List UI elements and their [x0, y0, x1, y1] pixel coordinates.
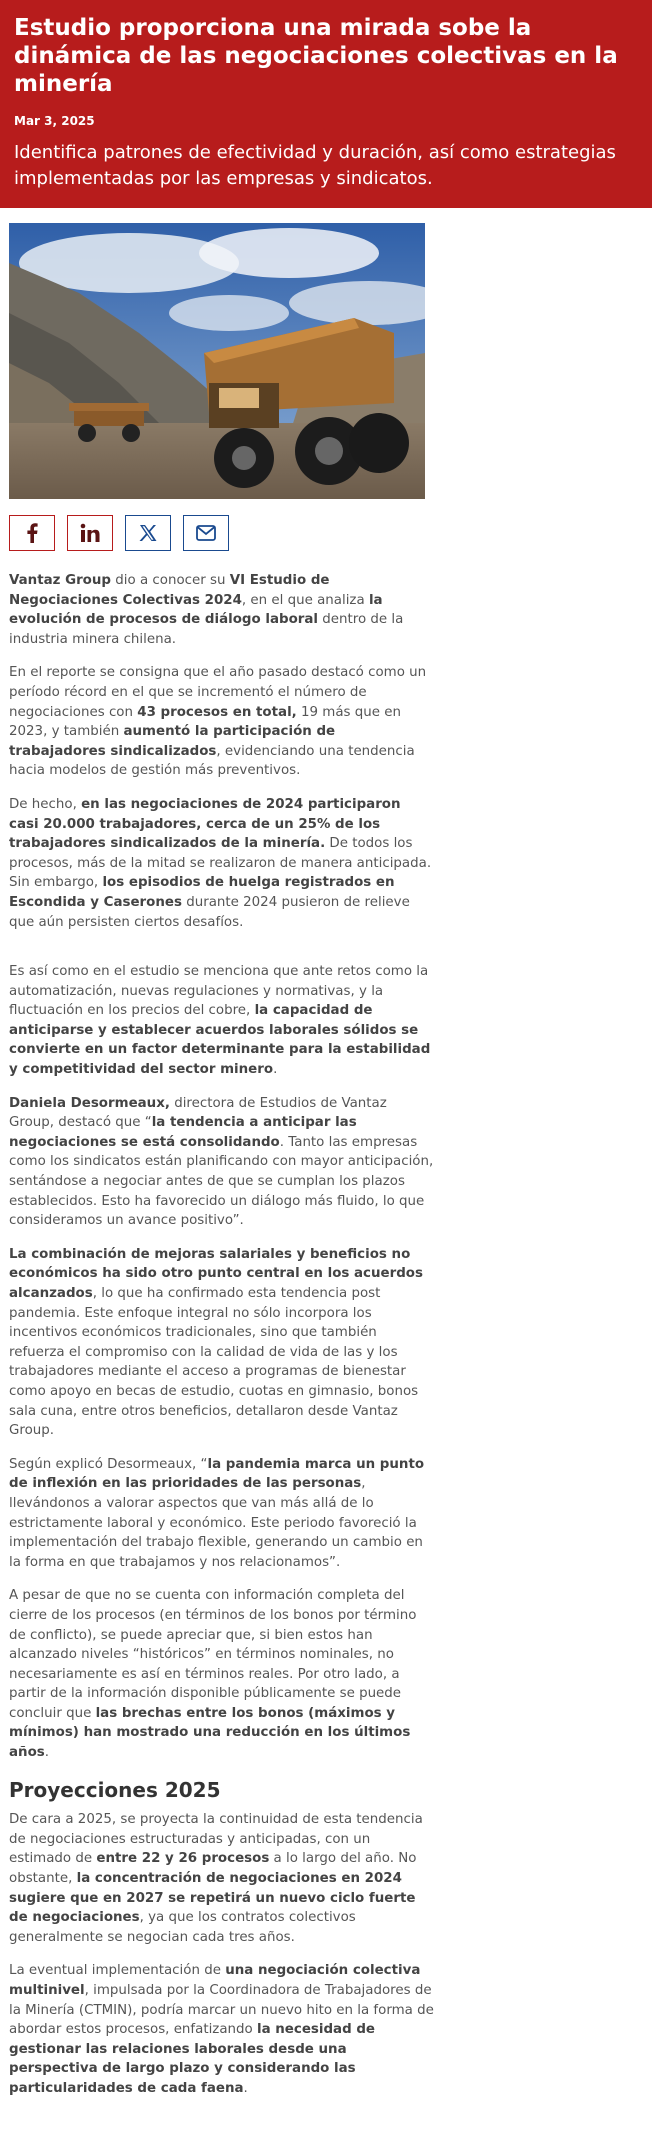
- email-icon: [196, 525, 216, 541]
- paragraph: Vantaz Group dio a conocer su VI Estudio de Negociaciones Colectivas 2024, en el que analiza la evolución de procesos de diálogo laboral dentro de la industria minera chilena.: [9, 573, 404, 647]
- mining-trucks-photo: [9, 223, 425, 499]
- paragraph: Es así como en el estudio se menciona que ante retos como la automatización, nuevas regulaciones y normativas, y la fluctuación en los precios del cobre, la capacidad de anticiparse y establecer acuerdos laborales sólidos se convierte en un factor determinante para la estabilidad y competitividad del sector minero.: [9, 964, 431, 1078]
- share-email-button[interactable]: [183, 515, 229, 551]
- paragraph: La eventual implementación de una negociación colectiva multinivel, impulsada por la Coordinadora de Trabajadores de la Minería (CTMIN), podría marcar un nuevo hito en la forma de abordar estos procesos, enfatizando la necesidad de gestionar las relaciones laborales desde una perspectiva de largo plazo y considerando las particularidades de cada faena.: [9, 1963, 434, 2096]
- paragraph: Daniela Desormeaux, directora de Estudios de Vantaz Group, destacó que “la tendencia a anticipar las negociaciones se está consolidando. Tanto las empresas como los sindicatos están planificando con mayor anticipación, sentándose a negociar antes de que se cumplan los plazos establecidos. Esto ha favorecido un diálogo más fluido, lo que consideramos un avance positivo”.: [9, 1095, 434, 1229]
- share-linkedin-button[interactable]: [67, 515, 113, 551]
- linkedin-icon: [80, 523, 100, 543]
- article-content: [0, 223, 443, 2099]
- share-facebook-button[interactable]: [9, 515, 55, 551]
- article-body: [9, 571, 434, 2099]
- paragraph: En el reporte se consigna que el año pasado destacó como un período récord en el que se incrementó el número de negociaciones con 43 procesos en total, 19 más que en 2023, y también aumentó la participación de trabajadores sindicalizados, evidenciando una tendencia hacia modelos de gestión más preventivos.: [9, 665, 427, 779]
- paragraph: De hecho, en las negociaciones de 2024 participaron casi 20.000 trabajadores, cerca de un 25% de los trabajadores sindicalizados de la minería. De todos los procesos, más de la mitad se realizaron de manera anticipada. Sin embargo, los episodios de huelga registrados en Escondida y Caserones durante 2024 pusieron de relieve que aún persisten ciertos desafíos.: [9, 796, 432, 930]
- share-bar: [9, 515, 434, 551]
- facebook-icon: [25, 523, 39, 543]
- paragraph: De cara a 2025, se proyecta la continuidad de esta tendencia de negociaciones estructuradas y anticipadas, con un estimado de entre 22 y 26 procesos a lo largo del año. No obstante, la concentración de negociaciones en 2024 sugiere que en 2027 se repetirá un nuevo ciclo fuerte de negociaciones, ya que los contratos colectivos generalmente se negocian cada tres años.: [9, 1812, 423, 1945]
- section-heading: Proyecciones 2025: [9, 1777, 221, 1802]
- x-icon: [139, 524, 157, 542]
- paragraph: A pesar de que no se cuenta con información completa del cierre de los procesos (en términos de los bonos por término de conflicto), se puede apreciar que, si bien estos han alcanzado niveles “históricos” en términos nominales, no necesariamente es así en términos reales. Por otro lado, a partir de la información disponible públicamente se puede concluir que las brechas entre los bonos (máximos y mínimos) han mostrado una reducción en los últimos años.: [9, 1588, 417, 1761]
- share-x-button[interactable]: [125, 515, 171, 551]
- paragraph: La combinación de mejoras salariales y beneficios no económicos ha sido otro punto central en los acuerdos alcanzados, lo que ha confirmado esta tendencia post pandemia. Este enfoque integral no sólo incorpora los incentivos económicos tradicionales, sino que también refuerza el compromiso con la calidad de vida de las y los trabajadores mediante el acceso a programas de bienestar como apoyo en becas de estudio, cuotas en gimnasio, bonos sala cuna, entre otros beneficios, detallaron desde Vantaz Group.: [9, 1246, 423, 1439]
- paragraph: Según explicó Desormeaux, “la pandemia marca un punto de inflexión en las prioridades de las personas, llevándonos a valorar aspectos que van más allá de lo estrictamente laboral y económico. Este periodo favoreció la implementación del trabajo flexible, generando un cambio en la forma en que trabajamos y nos relacionamos”.: [9, 1456, 425, 1570]
- publish-date: Mar 3, 2025: [14, 114, 95, 128]
- article-header: [0, 0, 652, 208]
- article-title: Estudio proporciona una mirada sobe la dinámica de las negociaciones colectivas en la minería: [14, 15, 618, 97]
- article-subtitle: Identifica patrones de efectividad y duración, así como estrategias implementadas por las empresas y sindicatos.: [14, 142, 616, 189]
